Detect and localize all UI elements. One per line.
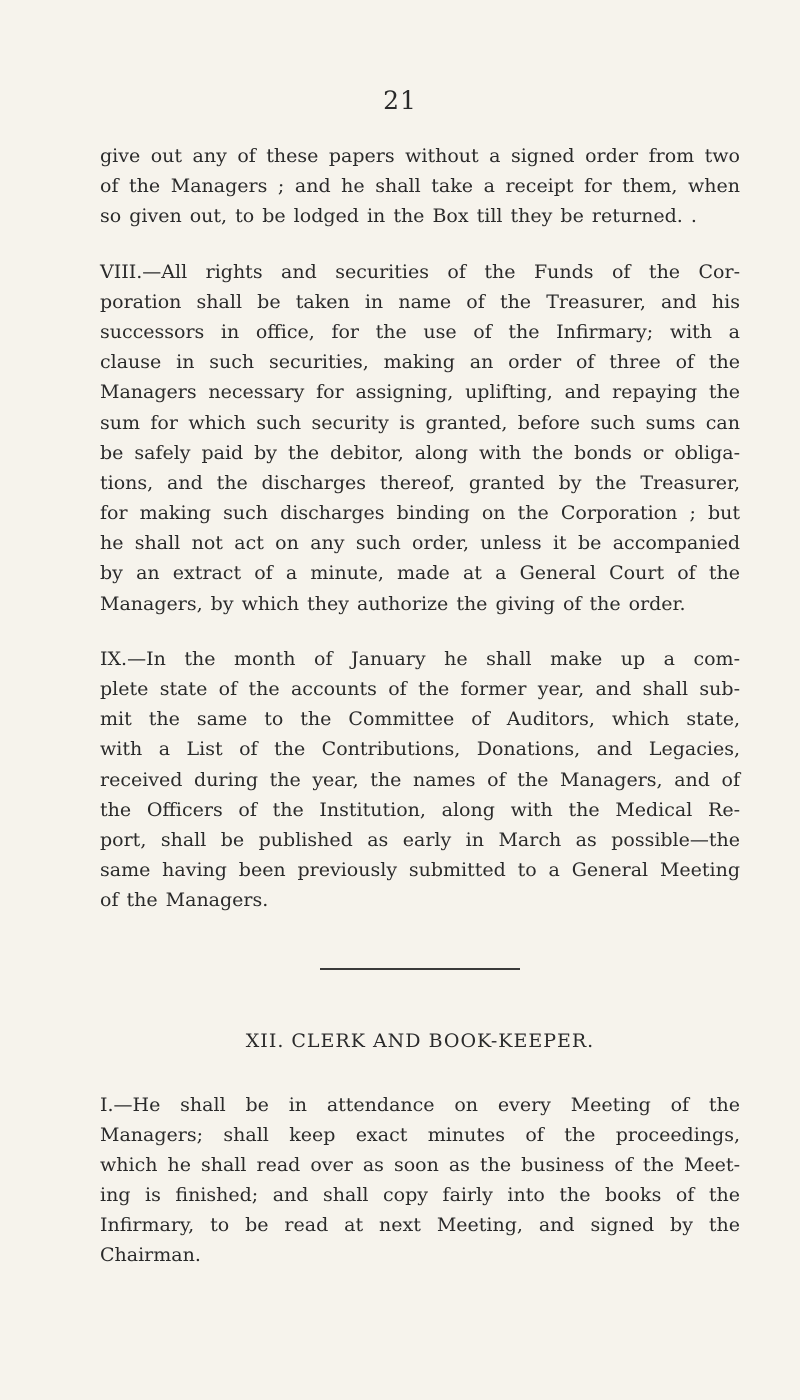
paragraph-continuation xyxy=(100,141,740,232)
text-line: the Officers of the Institution, along with the Medical Re- xyxy=(100,798,740,821)
text-line: sum for which such security is granted, before such sums can xyxy=(100,411,740,434)
section-divider xyxy=(320,968,520,970)
paragraph-clerk-i xyxy=(100,1090,740,1271)
text-line: give out any of these papers without a signed order from two xyxy=(100,145,740,167)
text-line: with a List of the Contributions, Donations, and Legacies, xyxy=(100,738,740,761)
text-line: port, shall be published as early in March as possible—the xyxy=(100,828,740,851)
text-line: Managers necessary for assigning, uplifting, and repaying the xyxy=(100,381,740,404)
text-line: of the Managers ; and he shall take a receipt for them, when xyxy=(100,175,740,198)
page-body xyxy=(100,141,740,1296)
text-line: same having been previously submitted to a General Meeting xyxy=(100,859,740,882)
text-line: of the Managers. xyxy=(100,889,269,912)
text-line: received during the year, the names of the Managers, and of xyxy=(100,768,740,791)
text-line: VIII.—All rights and securities of the Funds of the Cor- xyxy=(100,260,740,283)
text-line: plete state of the accounts of the former year, and shall sub- xyxy=(100,678,740,700)
text-line: Chairman. xyxy=(100,1244,201,1267)
text-line: tions, and the discharges thereof, granted by the Treasurer, xyxy=(100,471,740,494)
page-number: 21 xyxy=(383,86,417,115)
text-line: for making such discharges binding on the Corporation ; but xyxy=(100,502,740,525)
text-line: IX.—In the month of January he shall make up a com- xyxy=(100,647,740,670)
text-line: Managers; shall keep exact minutes of the proceedings, xyxy=(100,1123,740,1146)
text-line: successors in office, for the use of the Infirmary; with a xyxy=(100,320,740,343)
text-line: mit the same to the Committee of Auditors, which state, xyxy=(100,708,740,731)
text-line: by an extract of a minute, made at a General Court of the xyxy=(100,562,740,585)
text-line: I.—He shall be in attendance on every Meeting of the xyxy=(100,1093,740,1116)
text-line: he shall not act on any such order, unless it be accompanied xyxy=(100,532,740,555)
section-heading: XII. CLERK AND BOOK-KEEPER. xyxy=(245,1029,595,1052)
text-line: clause in such securities, making an order of three of the xyxy=(100,351,740,374)
text-line: be safely paid by the debitor, along with the bonds or obliga- xyxy=(100,441,740,464)
text-line: which he shall read over as soon as the business of the Meet- xyxy=(100,1153,740,1176)
text-line: Infirmary, to be read at next Meeting, and signed by the xyxy=(100,1214,740,1237)
text-line: Managers, by which they authorize the giving of the order. xyxy=(100,592,686,615)
text-line: so given out, to be lodged in the Box till they be returned. . xyxy=(100,205,697,228)
text-line: ing is finished; and shall copy fairly into the books of the xyxy=(100,1184,740,1207)
paragraph-ix xyxy=(100,644,740,916)
paragraph-viii xyxy=(100,257,740,619)
text-line: poration shall be taken in name of the Treasurer, and his xyxy=(100,290,740,313)
